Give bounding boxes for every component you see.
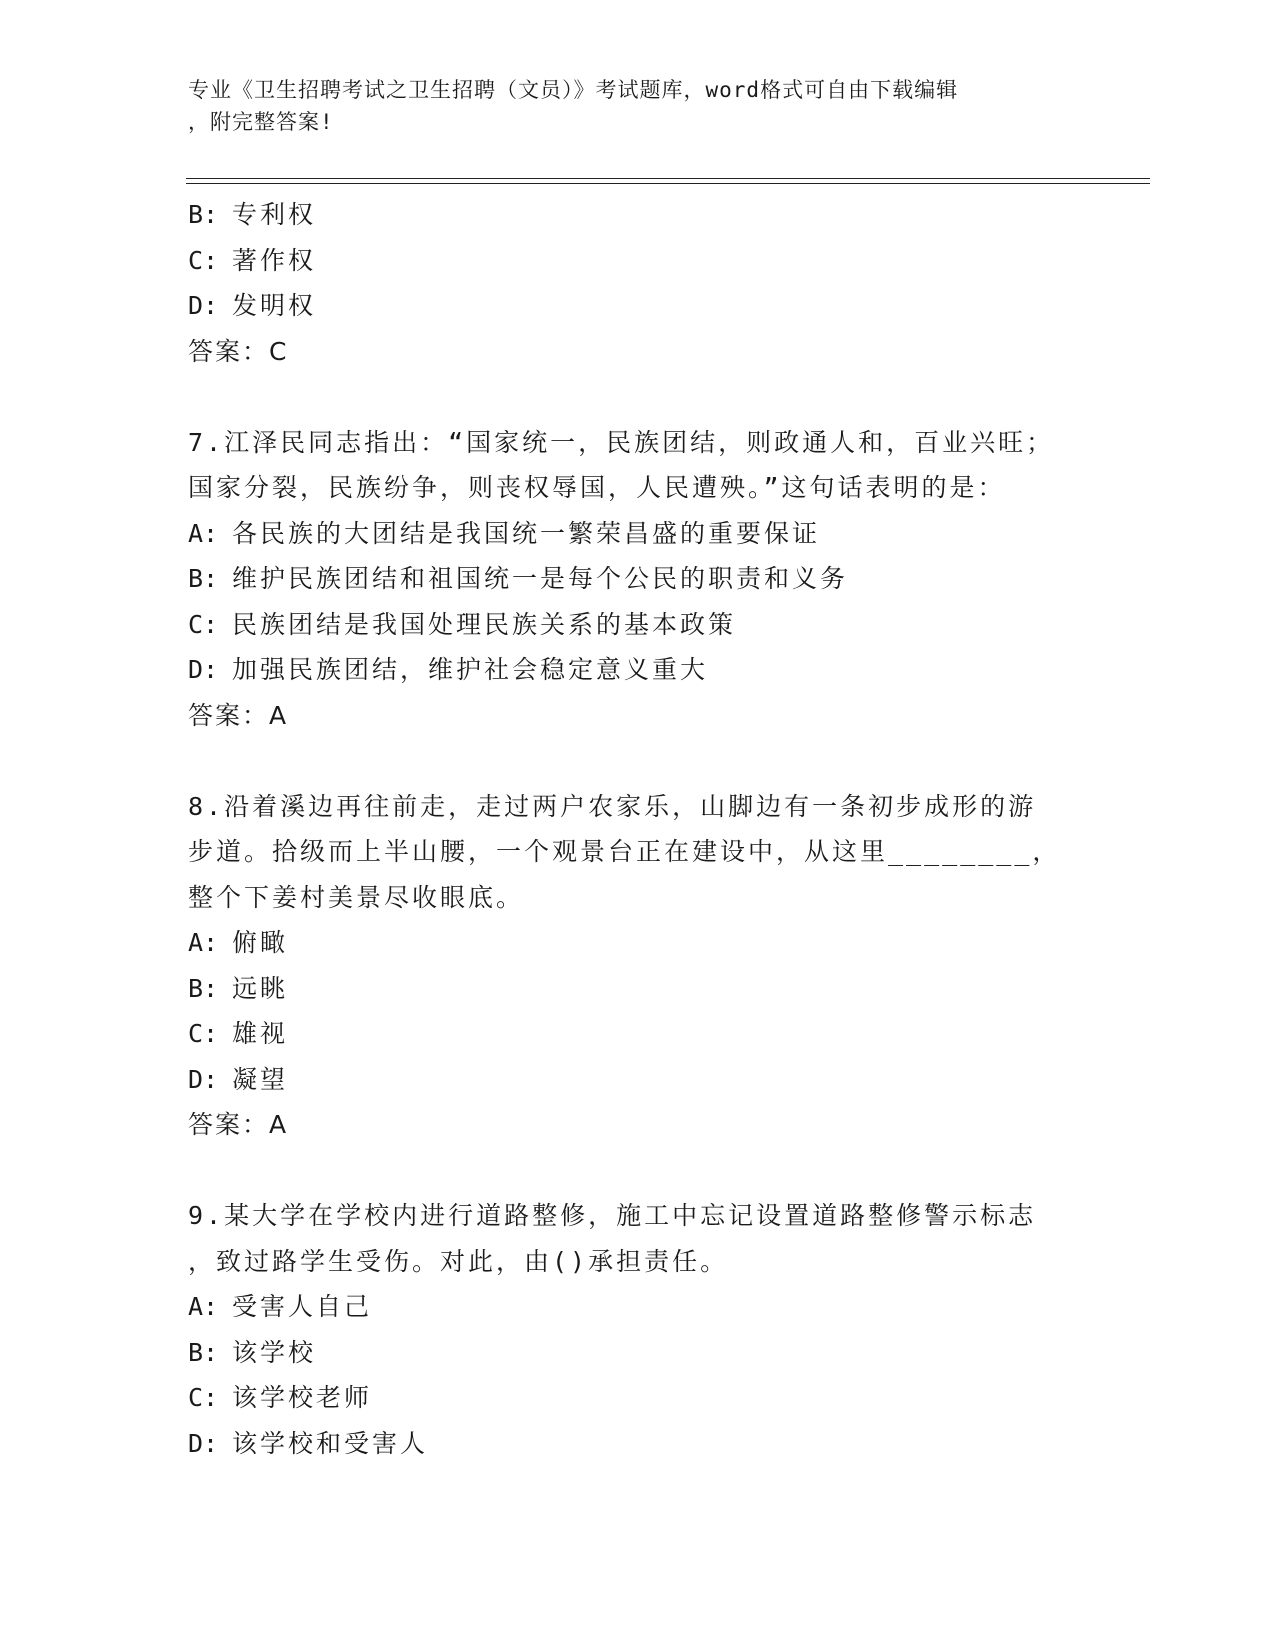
- option-key: A:: [188, 518, 219, 548]
- option-key: B:: [188, 564, 219, 593]
- q9-stem-line-2: ，致过路学生受伤。对此，由()承担责任。: [188, 1246, 729, 1276]
- q7-answer: 答案：A: [188, 700, 289, 730]
- q8-stem-line-2: 步道。拾级而上半山腰，一个观景台正在建设中，从这里________，: [188, 837, 1061, 866]
- option-key: B:: [188, 200, 219, 229]
- option-key: C:: [188, 609, 219, 639]
- header-line-1: 专业《卫生招聘考试之卫生招聘（文员）》考试题库，word格式可自由下载编辑: [188, 78, 959, 102]
- q8-option-d: [188, 1057, 1088, 1103]
- spacer: [188, 374, 1088, 420]
- q8-stem-line-1: 8.沿着溪边再往前走，走过两户农家乐，山脚边有一条初步成形的游: [188, 791, 1037, 821]
- option-text: 远眺: [232, 973, 289, 1003]
- q8-option-b: [188, 966, 1088, 1012]
- q8-option-c: [188, 1011, 1088, 1057]
- spacer: [188, 738, 1088, 784]
- q7-option-b: [188, 556, 1088, 602]
- option-key: C:: [188, 245, 219, 275]
- q7-option-c: [188, 602, 1088, 648]
- header-rule-top: [186, 178, 1150, 179]
- option-key: C:: [188, 1019, 219, 1048]
- q6-option-d: [188, 283, 1088, 329]
- option-text: 受害人自己: [232, 1292, 373, 1321]
- option-text: 加强民族团结，维护社会稳定意义重大: [232, 655, 709, 684]
- q7-option-d: [188, 647, 1088, 693]
- spacer: [188, 1148, 1088, 1194]
- option-text: 该学校老师: [232, 1383, 373, 1412]
- q9-stem-line-1: 9.某大学在学校内进行道路整修，施工中忘记设置道路整修警示标志: [188, 1201, 1037, 1230]
- header-line-2: ，附完整答案!: [188, 110, 334, 134]
- option-key: D:: [188, 1064, 219, 1094]
- option-text: 俯瞰: [232, 928, 289, 957]
- option-key: B:: [188, 973, 219, 1003]
- option-text: 凝望: [232, 1064, 289, 1094]
- option-key: D:: [188, 291, 219, 320]
- q9-option-c: [188, 1375, 1088, 1421]
- option-text: 各民族的大团结是我国统一繁荣昌盛的重要保证: [232, 518, 821, 548]
- option-text: 民族团结是我国处理民族关系的基本政策: [232, 609, 737, 639]
- q7-stem-line-2: 国家分裂，民族纷争，则丧权辱国，人民遭殃。”这句话表明的是：: [188, 473, 1006, 502]
- q8-answer: 答案：A: [188, 1110, 289, 1139]
- question-content: [188, 192, 1088, 1466]
- option-key: A:: [188, 1292, 219, 1321]
- q6-option-b: [188, 192, 1088, 238]
- option-text: 维护民族团结和祖国统一是每个公民的职责和义务: [232, 564, 849, 593]
- option-text: 著作权: [232, 245, 317, 275]
- option-key: D:: [188, 1428, 219, 1458]
- q8-option-a: [188, 920, 1088, 966]
- header-rule-bottom: [186, 183, 1150, 184]
- option-key: A:: [188, 928, 219, 957]
- q7-option-a: [188, 511, 1088, 557]
- option-text: 发明权: [232, 291, 317, 320]
- q6-option-c: [188, 238, 1088, 284]
- q7-stem-line-1: 7.江泽民同志指出：“国家统一，民族团结，则政通人和，百业兴旺；: [188, 427, 1055, 457]
- q9-option-d: [188, 1421, 1088, 1467]
- option-text: 该学校: [232, 1337, 317, 1367]
- q8-stem-line-3: 整个下姜村美景尽收眼底。: [188, 882, 525, 912]
- document-header: [188, 74, 1068, 138]
- q6-answer: 答案：C: [188, 336, 289, 366]
- option-text: 该学校和受害人: [232, 1428, 429, 1458]
- option-text: 专利权: [232, 200, 317, 229]
- q9-option-b: [188, 1330, 1088, 1376]
- q9-option-a: [188, 1284, 1088, 1330]
- option-text: 雄视: [232, 1019, 289, 1048]
- option-key: C:: [188, 1383, 219, 1412]
- option-key: B:: [188, 1337, 219, 1367]
- option-key: D:: [188, 655, 219, 684]
